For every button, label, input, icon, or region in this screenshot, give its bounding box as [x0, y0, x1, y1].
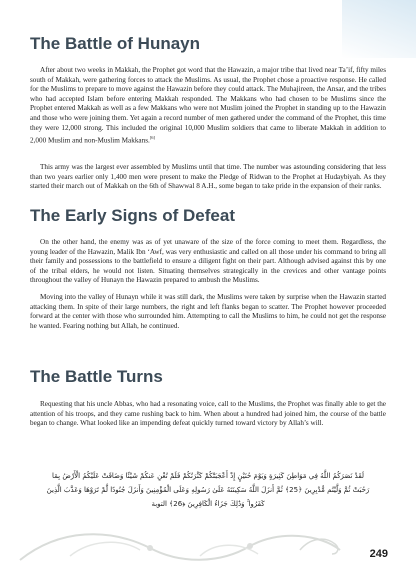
- quran-verse-line: لَقَدْ نَصَرَكُمُ اللَّهُ فِي مَوَاطِنَ كَثِيرَةٍ وَيَوْمَ حُنَيْنٍ إِذْ أَعْجَبَتْكُمْ كَثْرَتُكُمْ فَلَمْ تُغْنِ عَنكُمْ شَيْئًا وَضَاقَتْ عَلَيْكُمُ الْأَرْضُ بِمَا: [51, 472, 365, 480]
- paragraph-defeat-1: On the other hand, the enemy was as of yet unaware of the size of the force coming to meet them. Regardless, the young leader of the Hawazin, Malik Ibn ‘Awf, was very enthusiastic and called on all those under his command to bring all their family and possessions to the battlefield to ensure a diligent fight on their part. Although advised against this by one of the tribal elders, he would not listen. Situating themselves strategically in the crevices and other vantage points throughout the valley of Hunayn the Hawazin prepared to ambush the Muslims.: [30, 238, 386, 285]
- paragraph-turns-1: Requesting that his uncle Abbas, who had a resonating voice, call to the Muslims, the Prophet was finally able to get the attention of his troops, and they came rushing back to him. When about a hundred had joined him, the course of the battle began to change. What looked like an impending defeat quickly turned toward victory by Allah’s will.: [30, 400, 386, 428]
- heading-battle-of-hunayn: The Battle of Hunayn: [30, 34, 201, 53]
- footer-ornament: [0, 520, 416, 577]
- paragraph-hunayn-2: This army was the largest ever assembled by Muslims until that time. The number was astounding considering that less than two years earlier only 1,400 men were present to make the Pledge of Ridwan to the Prophet at Hudaybiyah. As they started their march out of Makkah on the 6th of Shawwal 8 A.H., some began to take pride in the expansion of their ranks.: [30, 163, 386, 191]
- footnote-marker: [6]: [149, 135, 156, 141]
- paragraph-defeat-2: Moving into the valley of Hunayn while it was still dark, the Muslims were taken by surprise when the Hawazin started attacking them. In spite of their large numbers, the right and left flanks began to scatter. The Prophet however proceeded forward at the center with those who surrounded him. Attempting to call the Muslims to him, he could not get the response he wanted. Fearing nothing but Allah, he continued.: [30, 293, 386, 330]
- heading-battle-turns: The Battle Turns: [30, 367, 163, 386]
- paragraph-hunayn-1: After about two weeks in Makkah, the Prophet got word that the Hawazin, a major tribe that lived near Ta’if, fifty miles south of Makkah, were gathering forces to attack the Muslims. As usual, the Prophet chose a proactive response. He called for the Muslims to prepare to move against the Hawazin before they could attack. The Muhajireen, the Ansar, and the tribes who had accepted Islam before entering Makkah responded. The Makkans who had chosen to be Muslims since the Prophet entered Makkah as well as a few Makkans who were not Muslim joined the Prophet in standing up to the Hawazin and those who were joining them. Yet again a record number of men gathered under the command of the Prophet, this time they were 12,000 strong. This included the original 10,000 Muslim soldiers that came to liberate Makkah in addition to 2,000 Muslim and non-Muslim Makkans.[6]: [30, 66, 386, 145]
- page-number: 249: [369, 548, 388, 560]
- heading-early-signs-of-defeat: The Early Signs of Defeat: [30, 206, 235, 225]
- quran-verse-line: رَحُبَتْ ثُمَّ وَلَّيْتُم مُّدْبِرِينَ ﴿25﴾ ثُمَّ أَنزَلَ اللَّهُ سَكِينَتَهُ عَلَىٰ رَسُولِهِ وَعَلَى الْمُؤْمِنِينَ وَأَنزَلَ جُنُودًا لَّمْ تَرَوْهَا وَعَذَّبَ الَّذِينَ: [46, 486, 370, 494]
- corner-ornament: [342, 0, 416, 58]
- quran-verse-line: كَفَرُوا ۚ وَذَٰلِكَ جَزَاءُ الْكَافِرِينَ ﴿26﴾ التوبة: [151, 500, 265, 508]
- quran-verse: [30, 469, 386, 511]
